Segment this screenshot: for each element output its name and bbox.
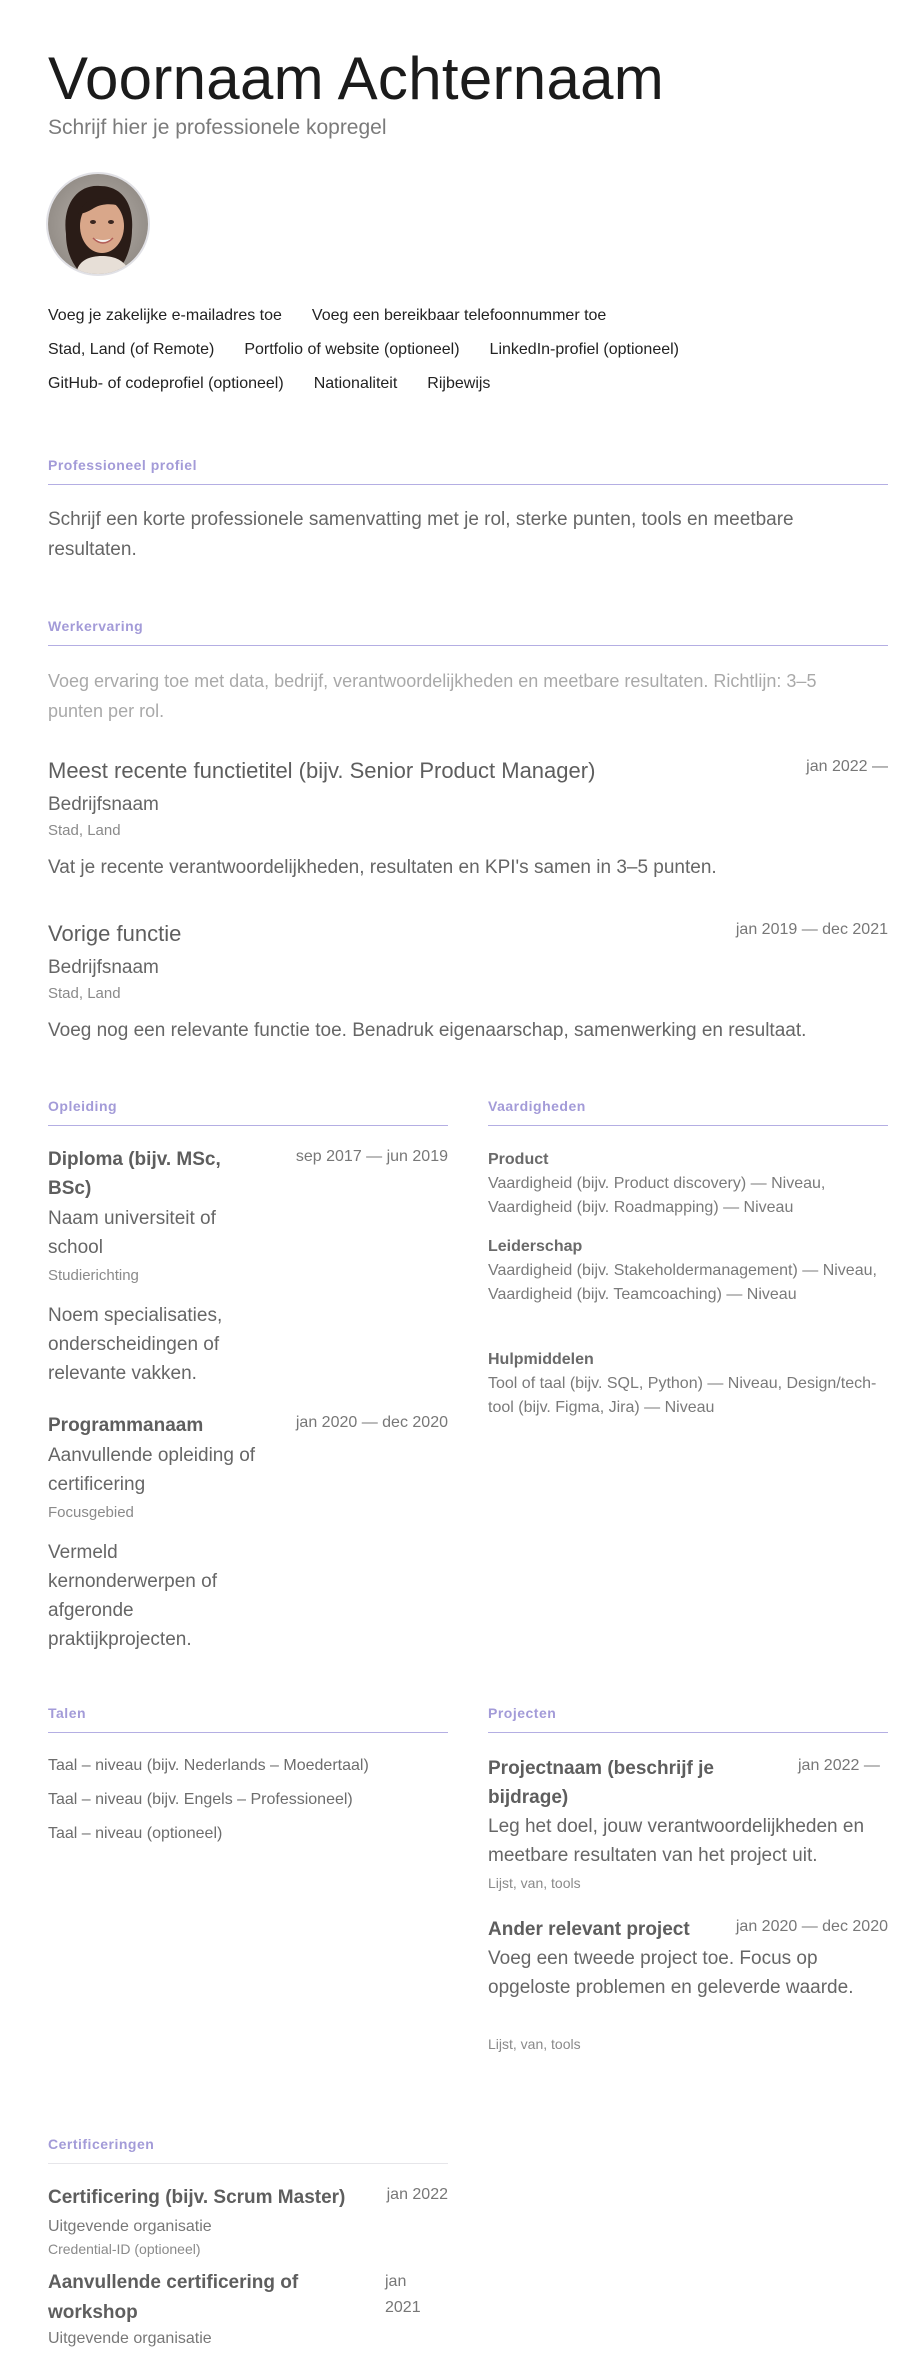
- job-1-date: jan 2022 —: [806, 758, 888, 775]
- skill-group-3-items: Tool of taal (bijv. SQL, Python) — Niveau, Design/tech-tool (bijv. Figma, Jira) — Niveau: [488, 1375, 877, 1416]
- person-name: Voornaam Achternaam: [48, 45, 665, 112]
- project-2-tools: Lijst, van, tools: [488, 2036, 581, 2052]
- contact-location: Stad, Land (of Remote): [48, 341, 215, 358]
- edu-1-description: Noem specialisaties, onderscheidingen of relevante vakken.: [48, 1305, 223, 1384]
- edu-1-date: sep 2017 — jun 2019: [295, 1148, 448, 1165]
- job-1-title: Meest recente functietitel (bijv. Senior Product Manager): [48, 758, 596, 783]
- project-1-date: jan 2022 —: [798, 1757, 880, 1774]
- job-2-title: Vorige functie: [48, 921, 182, 946]
- job-1-description: Vat je recente verantwoordelijkheden, resultaten en KPI's samen in 3–5 punten.: [48, 857, 717, 878]
- languages-section-rule: [48, 1732, 448, 1733]
- skills-section-title: Vaardigheden: [488, 1098, 586, 1114]
- cert-2-org: Uitgevende organisatie: [48, 2330, 212, 2347]
- profile-section-rule: [48, 484, 888, 485]
- edu-1-field: Studierichting: [48, 1267, 139, 1284]
- projects-section-title: Projecten: [488, 1705, 557, 1721]
- contact-row-2: [48, 339, 709, 361]
- project-1-title: Projectnaam (beschrijf je bijdrage): [488, 1758, 714, 1808]
- cert-2-date: jan 2021: [385, 2273, 421, 2316]
- profile-summary: Schrijf een korte professionele samenvatting met je rol, sterke punten, tools en meetbare resultaten.: [48, 509, 794, 560]
- cert-1-org: Uitgevende organisatie: [48, 2218, 212, 2235]
- certifications-section-rule: [48, 2163, 448, 2164]
- skill-group-1-category: Product: [488, 1151, 549, 1168]
- cert-1-date: jan 2022: [386, 2186, 448, 2203]
- language-item-3: Taal – niveau (optioneel): [48, 1825, 223, 1842]
- edu-2-degree: Programmanaam: [48, 1415, 204, 1436]
- job-1-location: Stad, Land: [48, 822, 121, 839]
- job-2-company: Bedrijfsnaam: [48, 957, 159, 978]
- contact-license: Rijbewijs: [427, 375, 491, 392]
- project-2-date: jan 2020 — dec 2020: [735, 1918, 888, 1935]
- experience-section-title: Werkervaring: [48, 618, 144, 634]
- language-item-2: Taal – niveau (bijv. Engels – Professioneel): [48, 1791, 353, 1808]
- job-2-date: jan 2019 — dec 2021: [735, 921, 888, 938]
- project-1-description: Leg het doel, jouw verantwoordelijkheden en meetbare resultaten van het project uit.: [488, 1816, 865, 1866]
- skill-group-3-category: Hulpmiddelen: [488, 1351, 594, 1368]
- education-section-rule: [48, 1125, 448, 1126]
- edu-1-school: Naam universiteit of school: [48, 1208, 216, 1258]
- contact-nationality: Nationaliteit: [313, 375, 398, 392]
- profile-section-title: Professioneel profiel: [48, 457, 197, 473]
- education-section-title: Opleiding: [48, 1098, 118, 1114]
- job-2-description: Voeg nog een relevante functie toe. Benadruk eigenaarschap, samenwerking en resultaat.: [48, 1020, 807, 1041]
- skill-group-1-items: Vaardigheid (bijv. Product discovery) — Niveau, Vaardigheid (bijv. Roadmapping) — Niveau: [488, 1175, 826, 1216]
- contact-phone[interactable]: Voeg een bereikbaar telefoonnummer toe: [311, 307, 607, 324]
- contact-linkedin[interactable]: LinkedIn-profiel (optioneel): [489, 341, 679, 358]
- cert-1-id: Credential-ID (optioneel): [48, 2241, 201, 2257]
- language-item-1: Taal – niveau (bijv. Nederlands – Moedertaal): [48, 1757, 369, 1774]
- skills-section-rule: [488, 1125, 888, 1126]
- certifications-section-title: Certificeringen: [48, 2136, 155, 2152]
- projects-section-rule: [488, 1732, 888, 1733]
- contact-github[interactable]: GitHub- of codeprofiel (optioneel): [48, 375, 284, 392]
- edu-2-field: Focusgebied: [48, 1504, 134, 1521]
- person-portrait-icon: [48, 174, 148, 274]
- contact-portfolio[interactable]: Portfolio of website (optioneel): [244, 341, 460, 358]
- cert-1-title: Certificering (bijv. Scrum Master): [48, 2187, 346, 2208]
- professional-tagline: Schrijf hier je professionele kopregel: [48, 116, 387, 139]
- edu-2-date: jan 2020 — dec 2020: [295, 1414, 448, 1431]
- contact-row-1: [48, 305, 636, 327]
- languages-section-title: Talen: [48, 1705, 87, 1721]
- job-1-company: Bedrijfsnaam: [48, 794, 159, 815]
- project-2-title: Ander relevant project: [488, 1919, 690, 1940]
- avatar: [46, 172, 150, 276]
- contact-row-3: [48, 373, 520, 395]
- experience-hint: Voeg ervaring toe met data, bedrijf, verantwoordelijkheden en meetbare resultaten. Richtlijn: 3–5 punten per rol.: [48, 671, 817, 721]
- skill-group-2-category: Leiderschap: [488, 1238, 583, 1255]
- project-1-tools: Lijst, van, tools: [488, 1875, 581, 1891]
- project-2-description: Voeg een tweede project toe. Focus op opgeloste problemen en geleverde waarde.: [488, 1948, 854, 1998]
- experience-section-rule: [48, 645, 888, 646]
- edu-2-school: Aanvullende opleiding of certificering: [48, 1445, 256, 1495]
- contact-email[interactable]: Voeg je zakelijke e-mailadres toe: [48, 307, 282, 324]
- cert-2-title: Aanvullende certificering of workshop: [48, 2272, 299, 2323]
- edu-2-description: Vermeld kernonderwerpen of afgeronde praktijkprojecten.: [48, 1542, 217, 1650]
- skill-group-2-items: Vaardigheid (bijv. Stakeholdermanagement) — Niveau, Vaardigheid (bijv. Teamcoaching) — Niveau: [488, 1262, 877, 1303]
- job-2-location: Stad, Land: [48, 985, 121, 1002]
- edu-1-degree: Diploma (bijv. MSc, BSc): [48, 1149, 221, 1199]
